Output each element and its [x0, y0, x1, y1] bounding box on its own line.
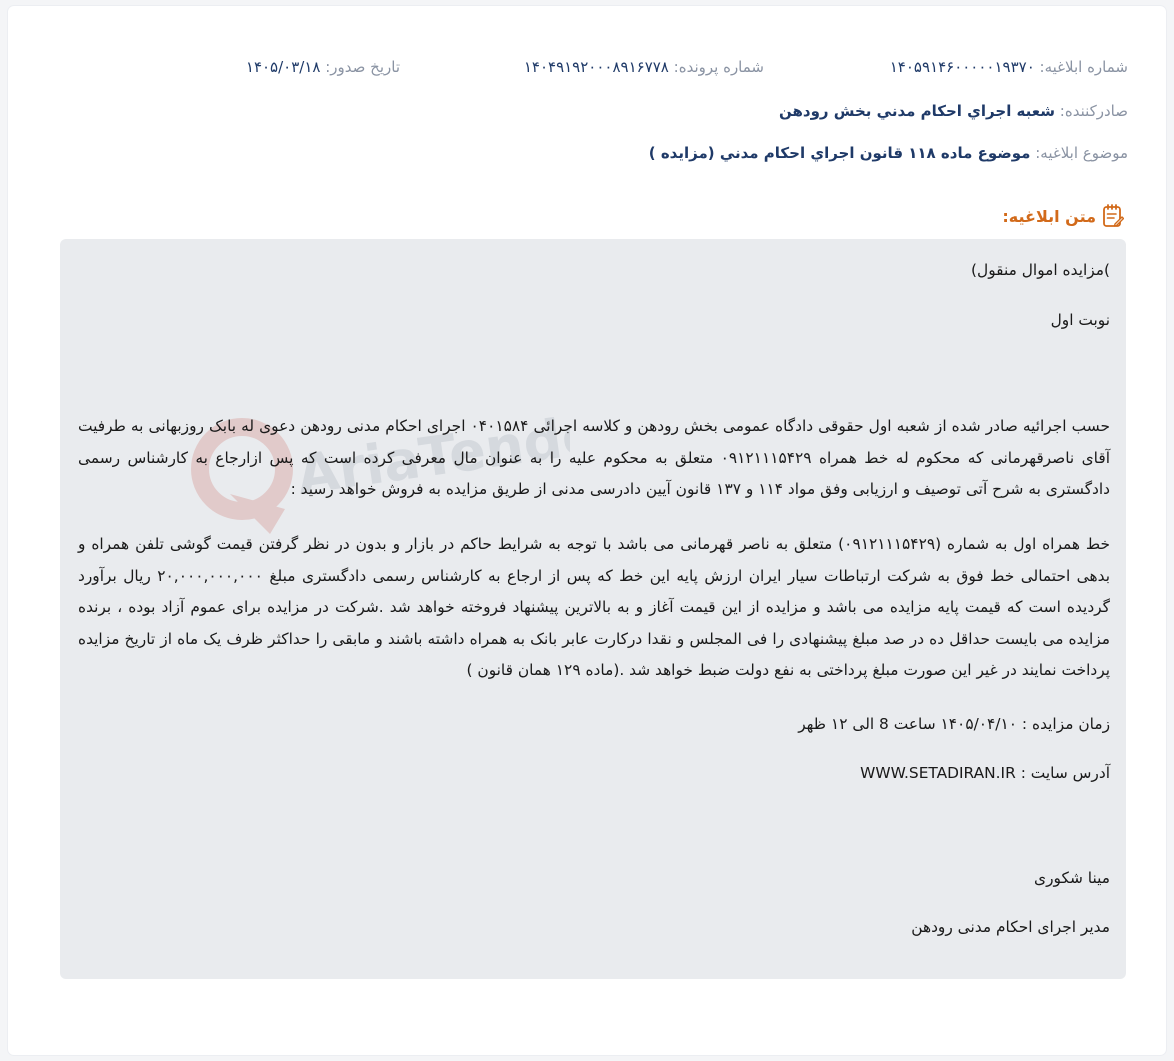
case-number-value: ۱۴۰۴۹۱۹۲۰۰۰۸۹۱۶۷۷۸ [523, 58, 669, 76]
issue-date [246, 58, 400, 76]
subject-value: موضوع ماده ۱۱۸ قانون اجراي احكام مدني (مزايده ) [648, 144, 1031, 162]
notice-number-label: شماره ابلاغیه: [1039, 58, 1128, 76]
subject-label: موضوع ابلاغیه: [1035, 144, 1128, 162]
notice-body [60, 239, 1126, 979]
paragraph-2: خط همراه اول به شماره (۰۹۱۲۱۱۱۵۴۲۹) متعلق به ناصر قهرمانی می باشد با توجه به شرایط حاکم در بازار و بدون در نظر گرفتن قیمت گوشی تلفن همراه و بدهی احتمالی خط فوق به شرکت ارتباطات سیار ایران ارزش پایه این خط که پس از ارجاع به کارشناس رسمی دادگستری مبلغ ۲۰,۰۰۰,۰۰۰,۰۰۰ ریال برآورد گردیده است که قیمت پایه مزایده می باشد و مزایده از این قیمت آغاز و به بالاترین پیشنهاد فروخته خواهد شد .شرکت در مزایده برای عموم آزاد بوده ، برنده مزایده می بایست حداقل ده در صد مبلغ پیشنهادی را فی المجلس و نقدا درکارت عابر بانک به همراه داشته باشند و مابقی را حداکثر ظرف یک ماه از تاریخ مزایده پرداخت نمایند در غیر این صورت مبلغ پرداختی به نفع دولت ضبط خواهد شد .(ماده ۱۲۹ همان قانون ) [78, 535, 1110, 679]
section-title-text: متن ابلاغیه: [1002, 206, 1096, 226]
signer-title: مدیر اجرای احکام مدنی رودهن [911, 918, 1110, 936]
document-icon [1102, 204, 1124, 228]
case-number-label: شماره پرونده: [673, 58, 764, 76]
notice-heading: )مزایده اموال منقول) [971, 261, 1110, 279]
issuer-value: شعبه اجراي احكام مدني بخش رودهن [779, 102, 1055, 120]
signer-name: مینا شکوری [1034, 869, 1110, 887]
section-title [1002, 204, 1124, 228]
issuer [779, 102, 1128, 120]
case-number [524, 58, 764, 76]
notice-number [890, 58, 1128, 76]
notice-round: نوبت اول [1050, 311, 1110, 329]
watermark-text: AriaTender.net [293, 399, 570, 507]
notice-number-value: ۱۴۰۵۹۱۴۶۰۰۰۰۰۱۹۳۷۰ [889, 58, 1035, 76]
issue-date-value: ۱۴۰۵/۰۳/۱۸ [245, 58, 321, 76]
issuer-label: صادرکننده: [1059, 102, 1128, 120]
site-address: آدرس سایت : WWW.SETADIRAN.IR [860, 764, 1110, 782]
issue-date-label: تاریخ صدور: [325, 58, 400, 76]
auction-time: زمان مزایده : ۱۴۰۵/۰۴/۱۰ ساعت 8 الی ۱۲ ظهر [798, 715, 1110, 733]
paragraph-1: حسب اجرائیه صادر شده از شعبه اول حقوقی دادگاه عمومی بخش رودهن و کلاسه اجرائی ۰۴۰۱۵۸۴ اجرای احکام مدنی رودهن دعوی له بابک روزبهانی به طرفیت آقای ناصرقهرمانی که محکوم له خط همراه ۰۹۱۲۱۱۱۵۴۲۹ متعلق به محکوم علیه را به عنوان مال معرفی کرده است که پس ازارجاع به کارشناس رسمی دادگستری به شرح آتی توصیف و ارزیابی وفق مواد ۱۱۴ و ۱۳۷ قانون آیین دادرسی مدنی از طریق مزایده به فروش خواهد رسید : [78, 417, 1110, 498]
subject [649, 144, 1128, 162]
notice-card [8, 6, 1166, 1055]
